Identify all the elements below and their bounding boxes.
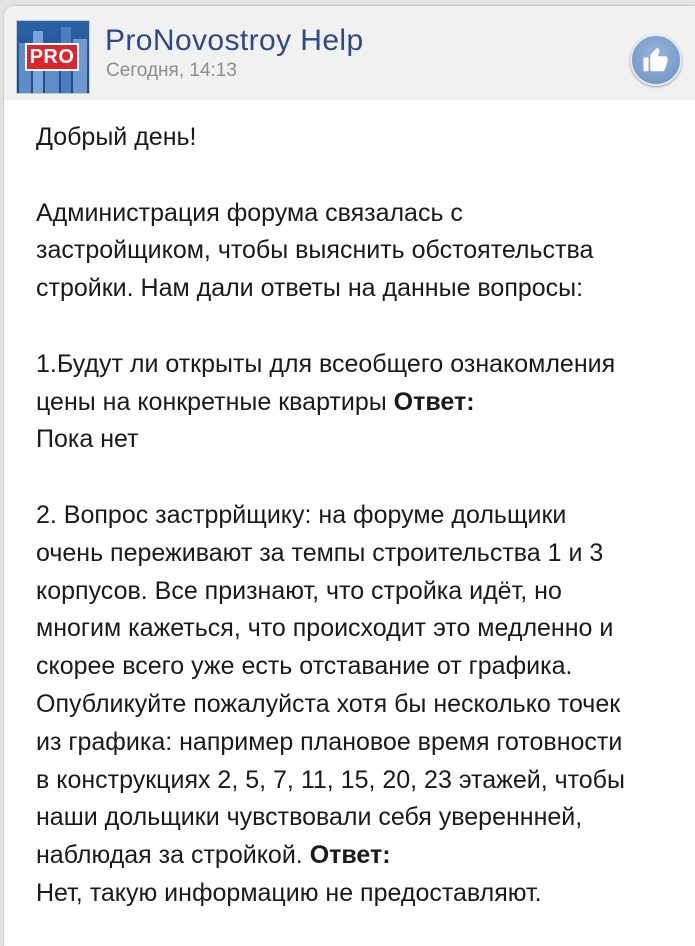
question-2-line: корпусов. Все признают, что стройка идёт, но [36, 576, 562, 605]
question-2-line: скорее всего уже есть отставание от графика. [36, 652, 573, 681]
question-2-line: в конструкциях 2, 5, 7, 11, 15, 20, 23 этажей, чтобы [36, 765, 625, 794]
post-body [36, 119, 676, 913]
intro-line: Администрация форума связалась с [36, 198, 463, 227]
greeting-text: Добрый день! [36, 123, 197, 151]
author-name[interactable]: ProNovostroy Help [105, 24, 364, 57]
thumbs-up-icon [641, 45, 671, 75]
avatar-badge: PRO [25, 43, 79, 71]
question-1-line: 1.Будут ли открыты для всеобщего ознакомления [36, 349, 616, 378]
question-1-line [36, 384, 676, 422]
question-2-line: из графика: например плановое время готовности [36, 727, 623, 756]
intro-line: стройки. Нам дали ответы на данные вопросы: [36, 274, 584, 303]
question-2-line: Опубликуйте пожалуйста хотя бы несколько точек [36, 689, 621, 718]
answer-1-text: Пока нет [36, 425, 139, 454]
forum-post [4, 6, 695, 946]
post-timestamp: Сегодня, 14:13 [106, 60, 237, 81]
answer-label: Ответ: [309, 841, 391, 870]
question-1-text: цены на конкретные квартиры [36, 387, 394, 416]
intro-line: застройщиком, чтобы выяснить обстоятельства [36, 236, 594, 265]
question-2-text: наблюдая за стройкой. [36, 841, 310, 870]
question-2-line: 2. Вопрос застррйщику: на форуме дольщики [36, 500, 567, 529]
answer-2-text: Нет, такую информацию не предоставляют. [36, 878, 542, 907]
question-2-line: многим кажеться, что происходит это медленно и [36, 614, 614, 643]
question-2-line [36, 837, 676, 875]
author-avatar[interactable] [16, 20, 90, 94]
question-2-line: наши дольщики чувствовали себя увереннней, [36, 803, 583, 832]
question-2-line: очень переживают за темпы строительства 1 и 3 [36, 538, 604, 567]
post-header [4, 6, 695, 100]
like-button[interactable] [630, 34, 682, 86]
answer-label: Ответ: [393, 387, 475, 416]
